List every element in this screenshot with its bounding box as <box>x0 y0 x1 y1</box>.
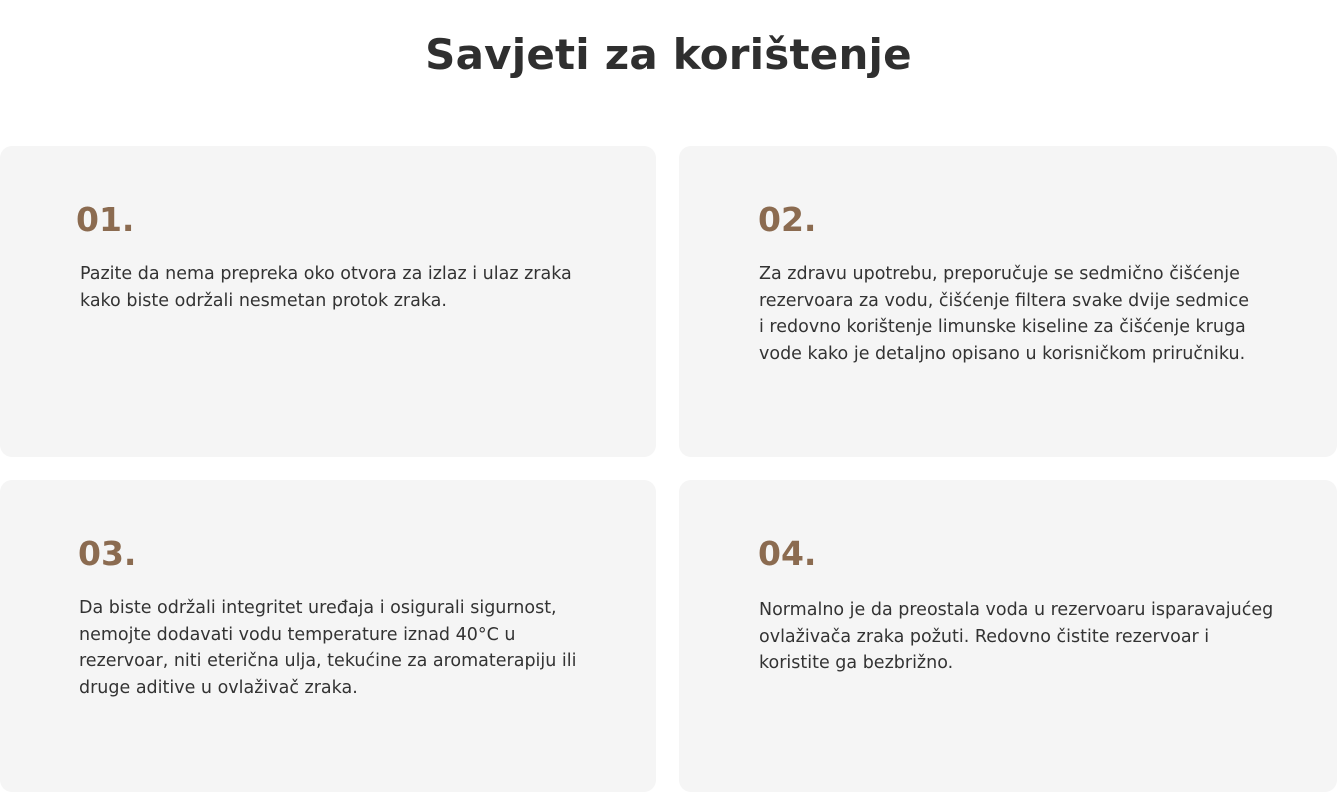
tip-number: 02. <box>758 200 817 239</box>
tip-number: 04. <box>758 534 817 573</box>
tip-text: Pazite da nema prepreka oko otvora za izlaz i ulaz zraka kako biste održali nesmetan protok zraka. <box>80 264 572 311</box>
tip-text: Za zdravu upotrebu, preporučuje se sedmično čišćenje rezervoara za vodu, čišćenje filtera svake dvije sedmice i redovno korištenje limunske kiseline za čišćenje kruga vode kako je detaljno opisano u korisničkom priručniku. <box>759 264 1249 365</box>
tip-number: 01. <box>76 200 135 239</box>
tip-card-2 <box>679 146 1337 457</box>
tip-card-1 <box>0 146 656 457</box>
tip-card-3 <box>0 480 656 792</box>
tip-card-4 <box>679 480 1337 792</box>
tip-text: Da biste održali integritet uređaja i osigurali sigurnost, nemojte dodavati vodu temperature iznad 40°C u rezervoar, niti eterična ulja, tekućine za aromaterapiju ili druge aditive u ovlaživač zraka. <box>79 598 577 699</box>
tip-text: Normalno je da preostala voda u rezervoaru isparavajućeg ovlaživača zraka požuti. Redovno čistite rezervoar i koristite ga bezbrižno. <box>759 600 1274 674</box>
tip-number: 03. <box>78 534 137 573</box>
page-title: Savjeti za korištenje <box>425 30 912 79</box>
